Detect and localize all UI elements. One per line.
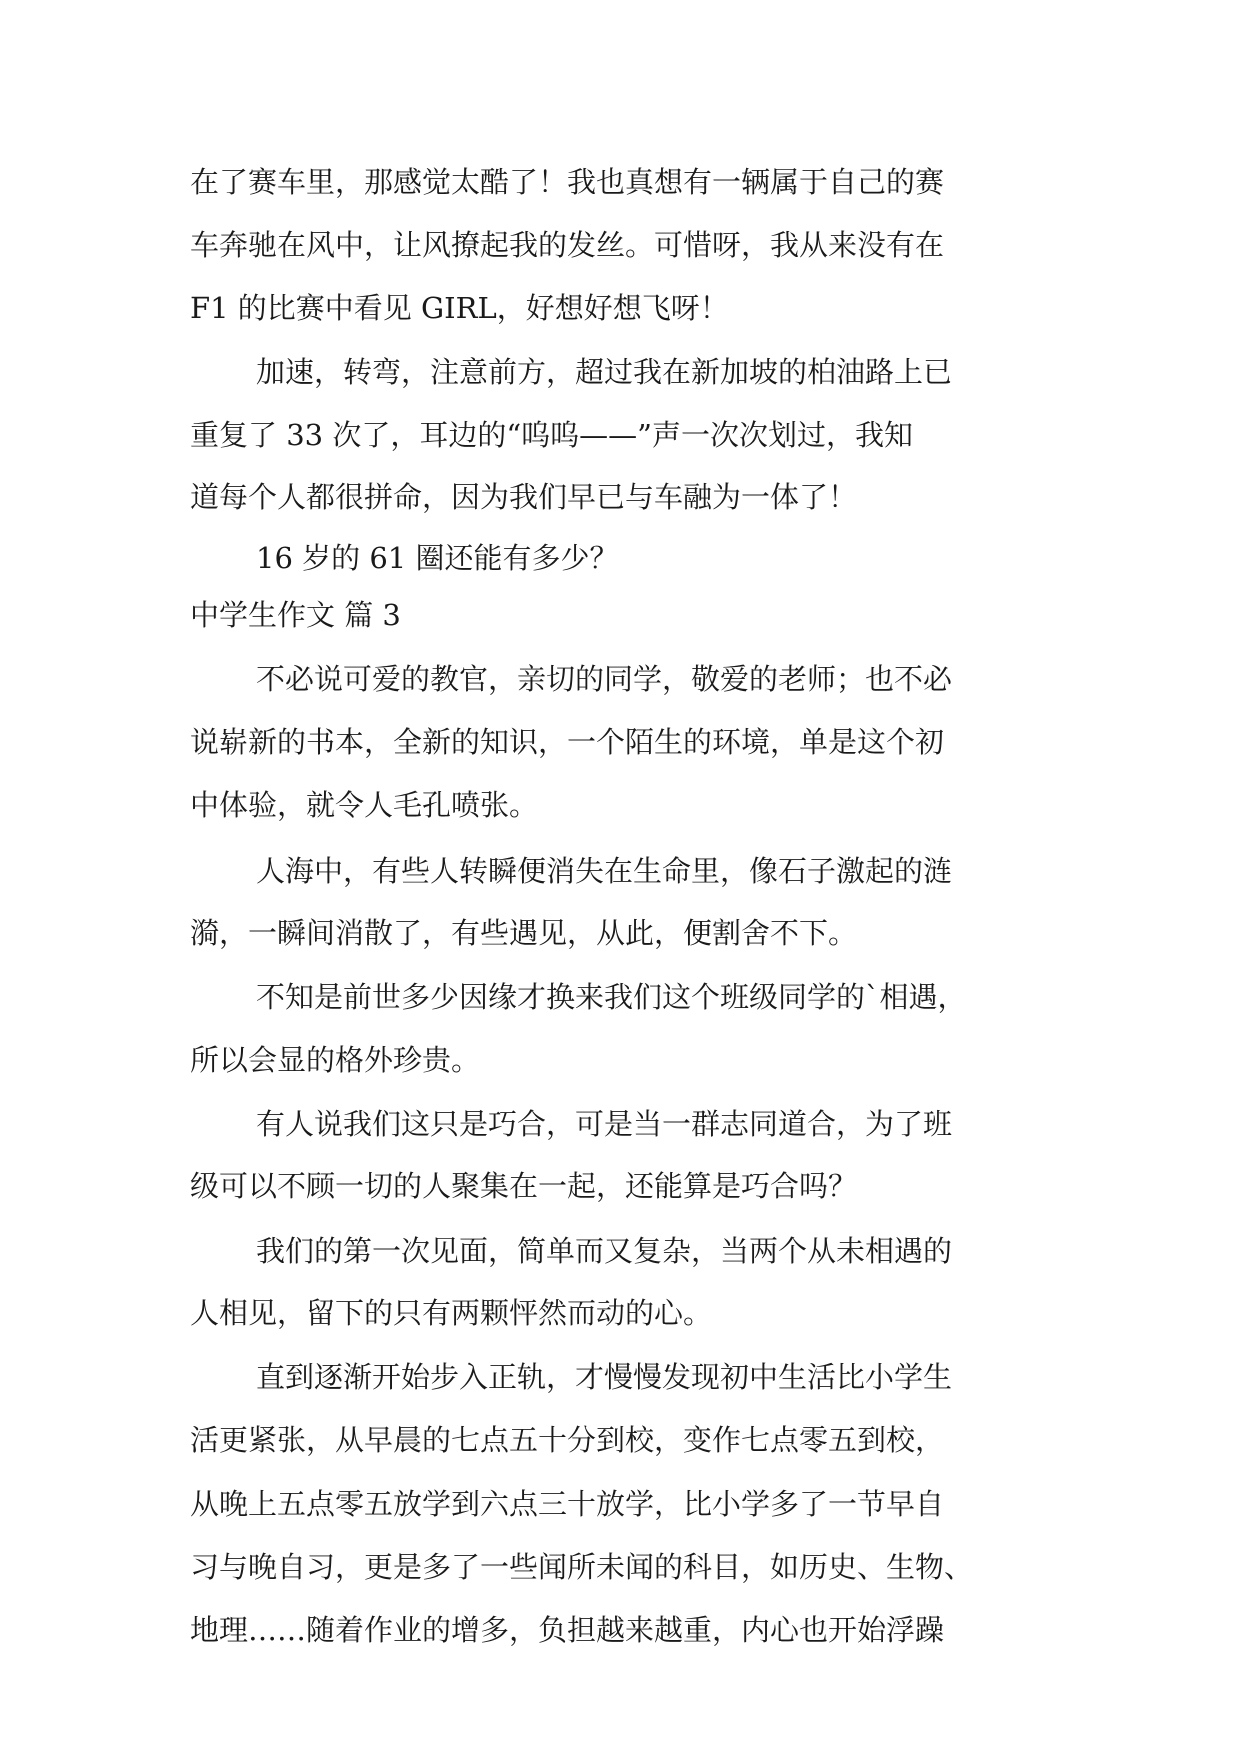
section-heading: 中学生作文 篇 3 [190,598,401,632]
paragraph-start: 不知是前世多少因缘才换来我们这个班级同学的`相遇， [256,980,967,1014]
text-line: 习与晚自习，更是多了一些闻所未闻的科目，如历史、生物、 [190,1550,974,1584]
paragraph-start: 人海中，有些人转瞬便消失在生命里，像石子激起的涟 [256,854,953,888]
text-line: 在了赛车里，那感觉太酷了！我也真想有一辆属于自己的赛 [190,165,945,199]
text-line: 漪，一瞬间消散了，有些遇见，从此，便割舍不下。 [190,916,858,950]
paragraph-start: 直到逐渐开始步入正轨，才慢慢发现初中生活比小学生 [256,1360,953,1394]
paragraph-start: 16 岁的 61 圈还能有多少？ [256,541,619,575]
paragraph-start: 加速，转弯，注意前方，超过我在新加坡的柏油路上已 [256,355,953,389]
paragraph-start: 不必说可爱的教官，亲切的同学，敬爱的老师；也不必 [256,662,953,696]
paragraph-start: 我们的第一次见面，简单而又复杂，当两个从未相遇的 [256,1234,953,1268]
text-line: 所以会显的格外珍贵。 [190,1043,481,1077]
text-line: 级可以不顾一切的人聚集在一起，还能算是巧合吗？ [190,1169,858,1203]
text-line: 活更紧张，从早晨的七点五十分到校，变作七点零五到校， [190,1423,945,1457]
text-line: 重复了 33 次了，耳边的“呜呜——”声一次次划过，我知 [190,418,913,452]
text-line: F1 的比赛中看见 GIRL，好想好想飞呀！ [190,291,729,325]
paragraph-start: 有人说我们这只是巧合，可是当一群志同道合，为了班 [256,1107,953,1141]
text-line: 道每个人都很拼命，因为我们早已与车融为一体了！ [190,480,858,514]
text-line: 人相见，留下的只有两颗怦然而动的心。 [190,1296,713,1330]
text-line: 中体验，就令人毛孔喷张。 [190,788,539,822]
text-line: 从晚上五点零五放学到六点三十放学，比小学多了一节早自 [190,1487,945,1521]
text-line: 地理……随着作业的增多，负担越来越重，内心也开始浮躁 [190,1613,945,1647]
text-line: 车奔驰在风中，让风撩起我的发丝。可惜呀，我从来没有在 [190,228,945,262]
text-line: 说崭新的书本，全新的知识，一个陌生的环境，单是这个初 [190,725,945,759]
